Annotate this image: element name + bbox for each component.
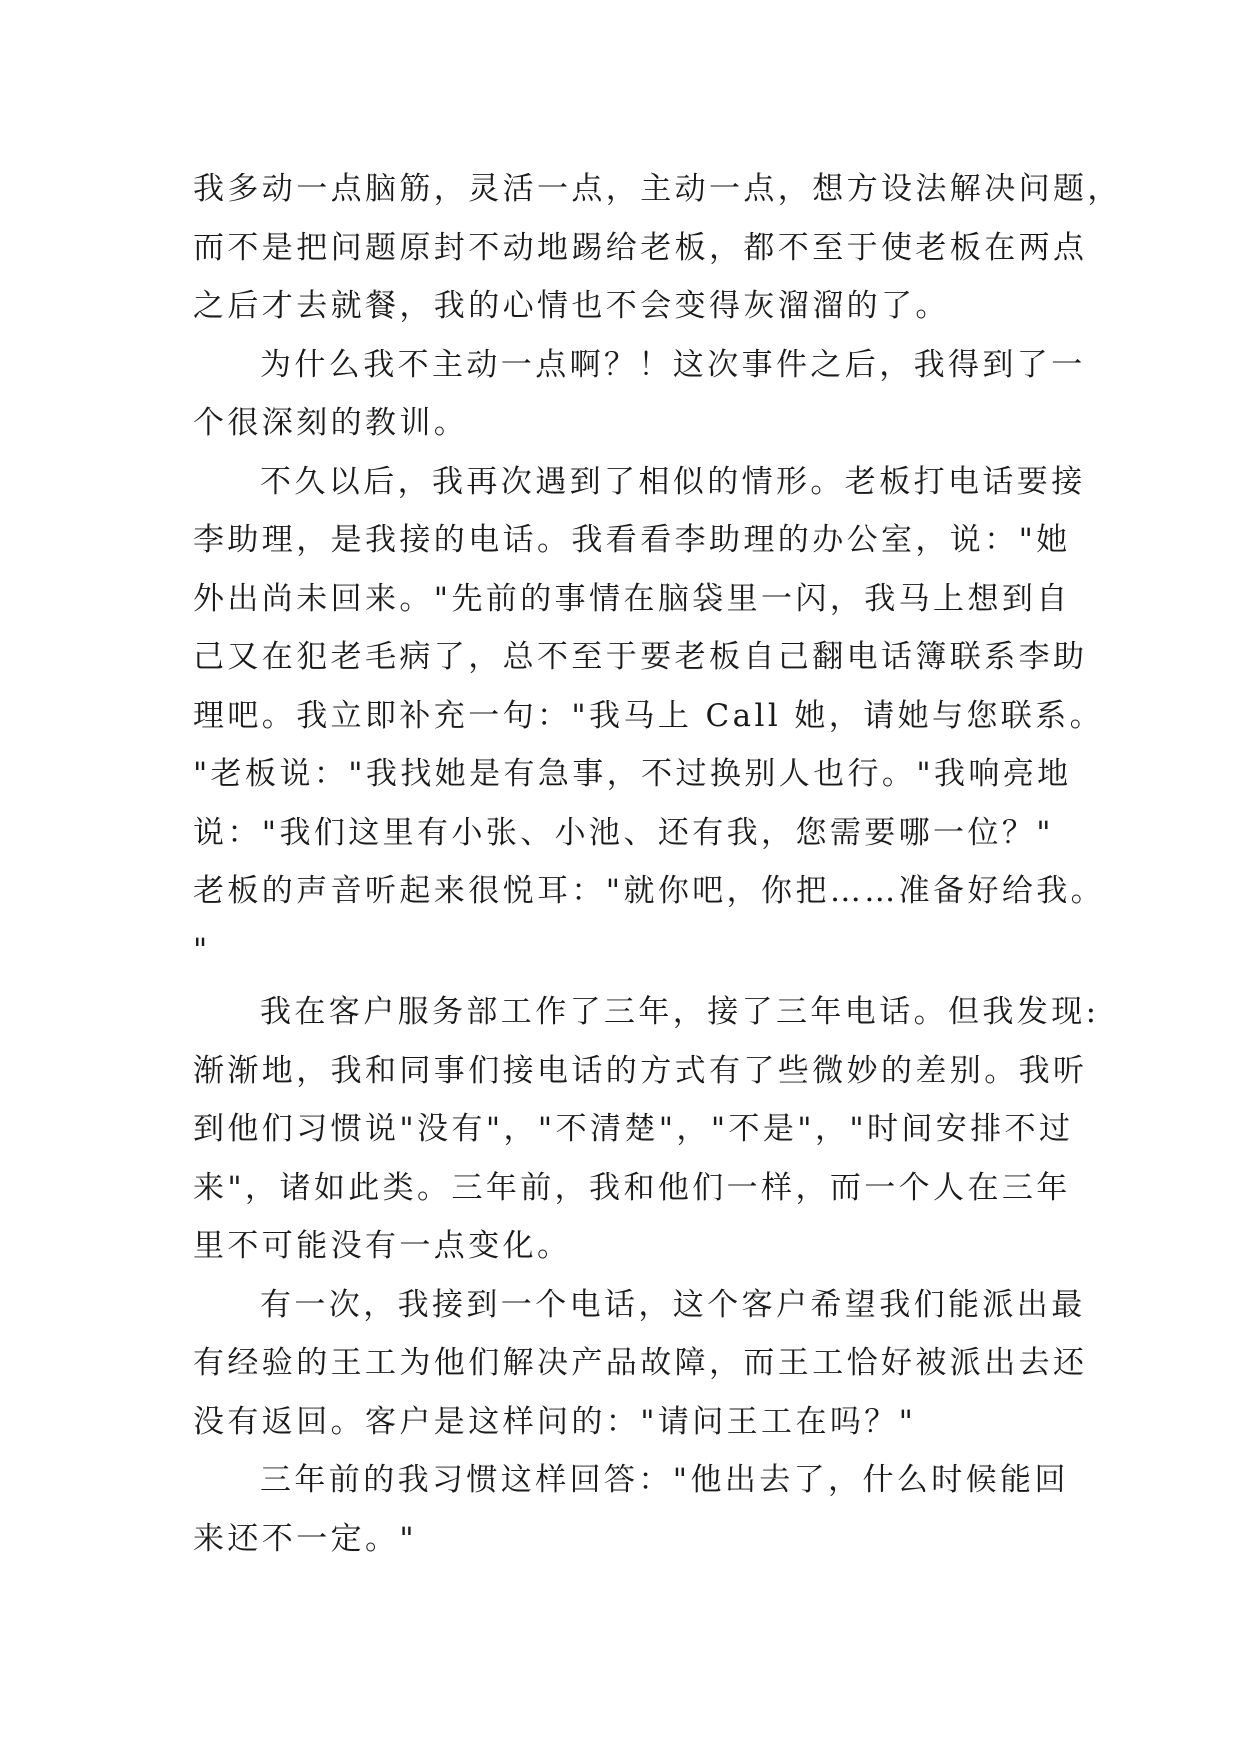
paragraph-start-line: 为什么我不主动一点啊？！这次事件之后，我得到了一 bbox=[260, 346, 1086, 383]
text-line: 渐渐地，我和同事们接电话的方式有了些微妙的差别。我听 bbox=[193, 1052, 1088, 1089]
text-line: 之后才去就餐，我的心情也不会变得灰溜溜的了。 bbox=[193, 288, 950, 324]
text-line: 李助理，是我接的电话。我看看李助理的办公室，说："她 bbox=[193, 522, 1071, 558]
text-line: 没有返回。客户是这样问的："请问王工在吗？" bbox=[193, 1403, 917, 1440]
text-line: 老板的声音听起来很悦耳："就你吧，你把……准备好给我。 bbox=[193, 873, 1106, 909]
paragraph-start-line: 三年前的我习惯这样回答："他出去了，什么时候能回 bbox=[260, 1462, 1069, 1498]
text-line: 说："我们这里有小张、小池、还有我，您需要哪一位？" bbox=[193, 814, 1054, 851]
text-line: 而不是把问题原封不动地踢给老板，都不至于使老板在两点 bbox=[193, 229, 1088, 266]
text-line: 来还不一定。" bbox=[193, 1520, 418, 1557]
text-line: 理吧。我立即补充一句："我马上 Call 她，请她与您联系。 bbox=[193, 697, 1104, 734]
text-line: 到他们习惯说"没有"，"不清楚"，"不是"，"时间安排不过 bbox=[193, 1111, 1074, 1147]
paragraph-start-line: 我在客户服务部工作了三年，接了三年电话。但我发现: bbox=[260, 994, 1100, 1030]
text-line: 个很深刻的教训。 bbox=[193, 405, 469, 441]
text-line: 外出尚未回来。"先前的事情在脑袋里一闪，我马上想到自 bbox=[193, 580, 1071, 617]
body-text bbox=[193, 160, 1122, 1568]
text-line: 来"，诸如此类。三年前，我和他们一样，而一个人在三年 bbox=[193, 1169, 1071, 1206]
text-line: 己又在犯老毛病了，总不至于要老板自己翻电话簿联系李助 bbox=[193, 639, 1088, 675]
text-line: 里不可能没有一点变化。 bbox=[193, 1228, 572, 1264]
text-line: 有经验的王工为他们解决产品故障，而王工恰好被派出去还 bbox=[193, 1345, 1088, 1381]
paragraph-start-line: 不久以后，我再次遇到了相似的情形。老板打电话要接 bbox=[260, 463, 1086, 500]
text-line: " bbox=[193, 931, 211, 968]
paragraph-start-line: 有一次，我接到一个电话，这个客户希望我们能派出最 bbox=[260, 1286, 1086, 1323]
text-line: "老板说："我找她是有急事，不过换别人也行。"我响亮地 bbox=[193, 756, 1072, 792]
text-line: 我多动一点脑筋，灵活一点，主动一点，想方设法解决问题， bbox=[193, 171, 1122, 207]
